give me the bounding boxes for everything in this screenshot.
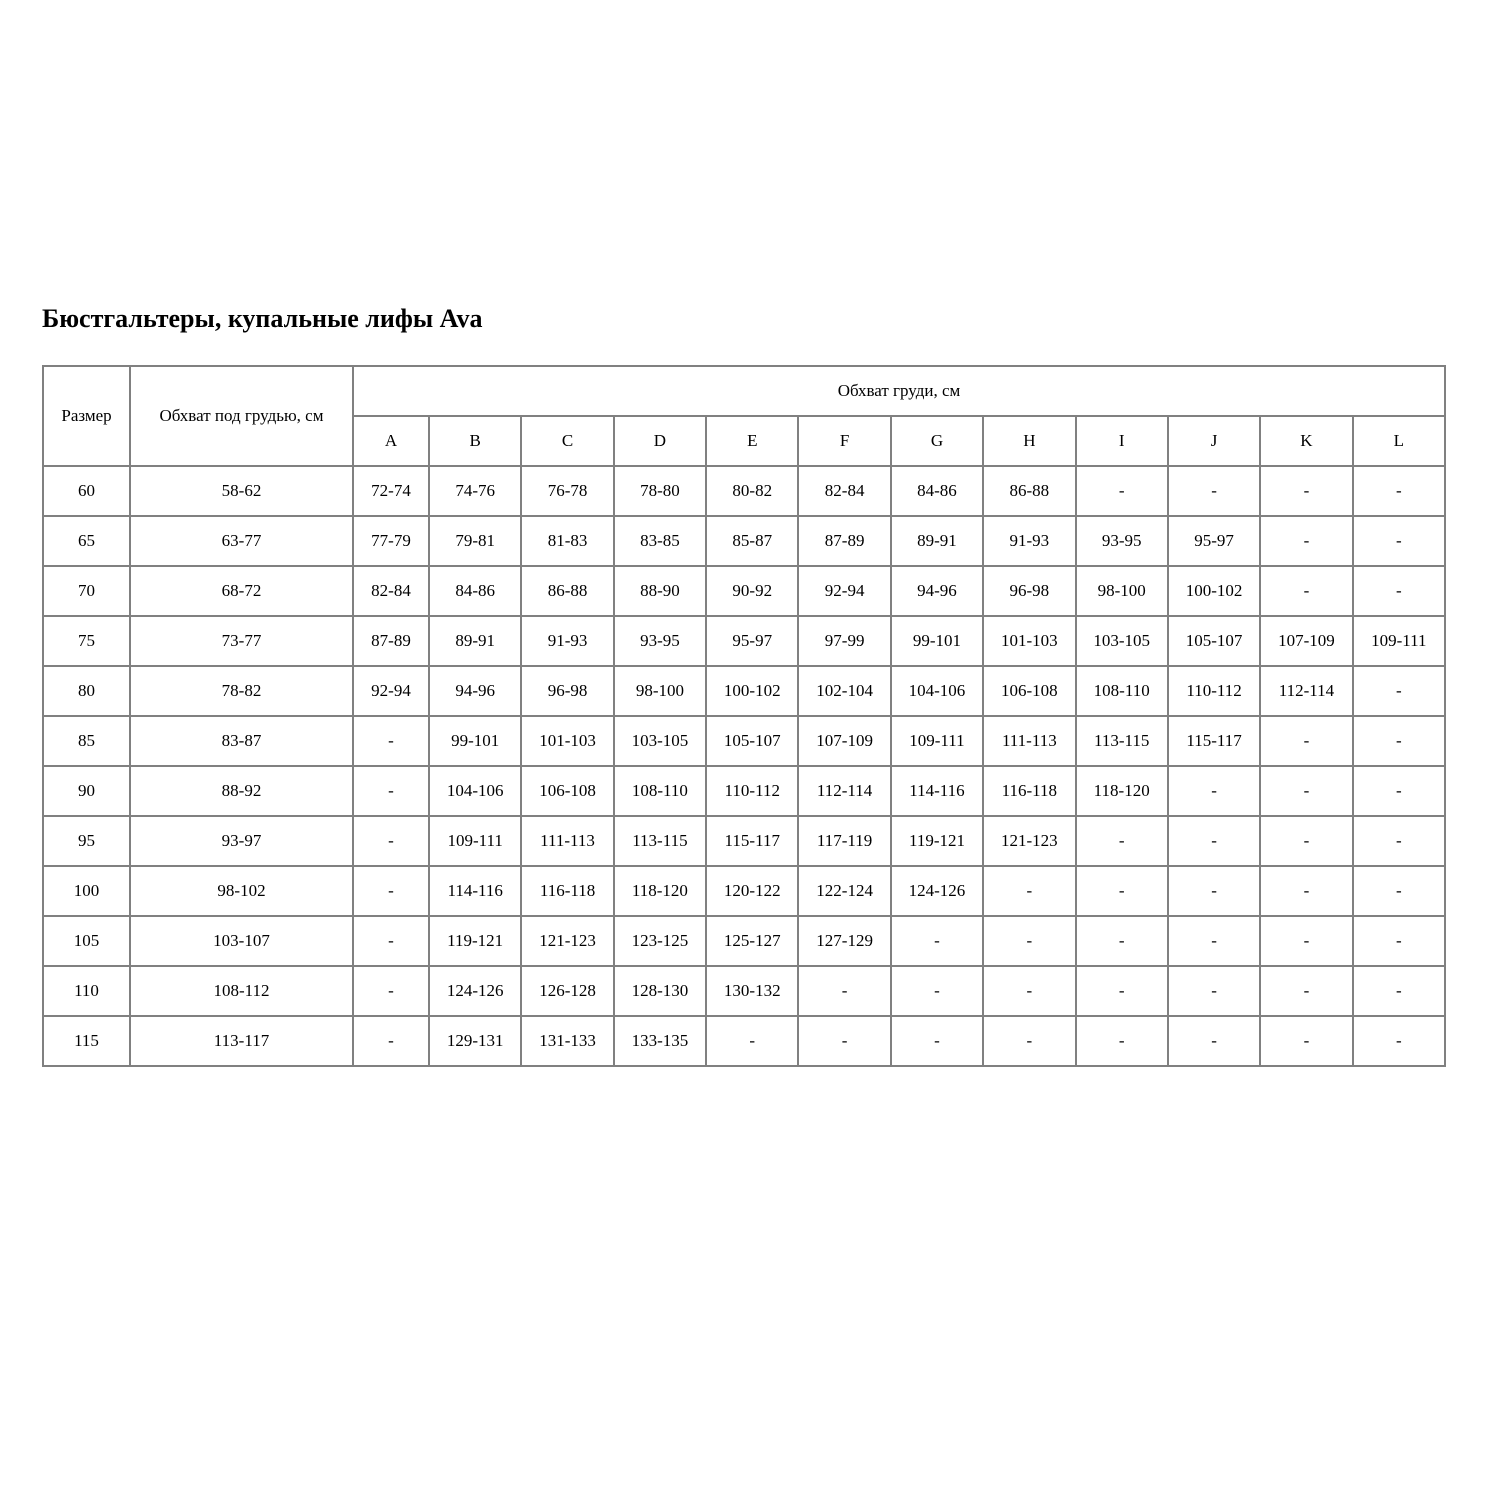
cup-cell: - [891, 966, 983, 1016]
cup-column-header: K [1260, 416, 1352, 466]
cup-cell: 99-101 [891, 616, 983, 666]
cup-cell: 93-95 [614, 616, 706, 666]
cup-cell: 102-104 [798, 666, 890, 716]
table-row [43, 766, 1445, 816]
table-row [43, 566, 1445, 616]
cup-cell: - [1353, 716, 1445, 766]
cup-cell: - [1353, 916, 1445, 966]
cup-cell: 113-115 [1076, 716, 1168, 766]
cup-cell: 106-108 [521, 766, 613, 816]
cup-cell: 114-116 [891, 766, 983, 816]
underbust-cell: 68-72 [130, 566, 353, 616]
cup-cell: 94-96 [429, 666, 521, 716]
cup-cell: 83-85 [614, 516, 706, 566]
cup-cell: 76-78 [521, 466, 613, 516]
cup-cell: 104-106 [429, 766, 521, 816]
cup-cell: - [983, 916, 1075, 966]
cup-cell: 112-114 [1260, 666, 1352, 716]
cup-cell: 113-115 [614, 816, 706, 866]
bust-group-header: Обхват груди, см [353, 366, 1445, 416]
cup-cell: 78-80 [614, 466, 706, 516]
cup-cell: 100-102 [706, 666, 798, 716]
underbust-cell: 113-117 [130, 1016, 353, 1066]
cup-cell: 85-87 [706, 516, 798, 566]
table-body [43, 466, 1445, 1066]
cup-cell: 128-130 [614, 966, 706, 1016]
cup-cell: - [798, 966, 890, 1016]
cup-cell: 82-84 [353, 566, 429, 616]
cup-cell: 114-116 [429, 866, 521, 916]
cup-cell: - [1260, 766, 1352, 816]
cup-cell: - [1076, 866, 1168, 916]
cup-column-header: D [614, 416, 706, 466]
cup-cell: 87-89 [798, 516, 890, 566]
cup-cell: 103-105 [1076, 616, 1168, 666]
cup-cell: 80-82 [706, 466, 798, 516]
underbust-cell: 88-92 [130, 766, 353, 816]
cup-cell: 92-94 [353, 666, 429, 716]
table-row [43, 816, 1445, 866]
cup-cell: 112-114 [798, 766, 890, 816]
cup-cell: - [706, 1016, 798, 1066]
cup-cell: 91-93 [983, 516, 1075, 566]
cup-cell: 82-84 [798, 466, 890, 516]
underbust-cell: 58-62 [130, 466, 353, 516]
cup-cell: - [1353, 866, 1445, 916]
table-row [43, 516, 1445, 566]
size-cell: 105 [43, 916, 130, 966]
underbust-cell: 78-82 [130, 666, 353, 716]
cup-cell: - [891, 1016, 983, 1066]
cup-cell: - [353, 916, 429, 966]
cup-cell: 99-101 [429, 716, 521, 766]
cup-cell: 74-76 [429, 466, 521, 516]
cup-cell: 118-120 [614, 866, 706, 916]
cup-cell: - [1168, 916, 1260, 966]
cup-column-header: I [1076, 416, 1168, 466]
size-cell: 65 [43, 516, 130, 566]
cup-cell: 124-126 [429, 966, 521, 1016]
cup-cell: - [1260, 916, 1352, 966]
cup-cell: - [1076, 466, 1168, 516]
cup-cell: - [891, 916, 983, 966]
cup-cell: 96-98 [521, 666, 613, 716]
cup-cell: 127-129 [798, 916, 890, 966]
cup-column-header: J [1168, 416, 1260, 466]
table-row [43, 666, 1445, 716]
cup-cell: 129-131 [429, 1016, 521, 1066]
table-header [43, 366, 1445, 466]
underbust-cell: 103-107 [130, 916, 353, 966]
underbust-cell: 98-102 [130, 866, 353, 916]
cup-cell: - [1353, 666, 1445, 716]
cup-cell: - [1353, 566, 1445, 616]
cup-cell: 98-100 [614, 666, 706, 716]
cup-cell: 101-103 [521, 716, 613, 766]
cup-cell: - [1353, 466, 1445, 516]
cup-cell: 107-109 [798, 716, 890, 766]
table-row [43, 466, 1445, 516]
cup-cell: 104-106 [891, 666, 983, 716]
cup-column-header: B [429, 416, 521, 466]
underbust-cell: 73-77 [130, 616, 353, 666]
cup-cell: - [1168, 1016, 1260, 1066]
cup-cell: 72-74 [353, 466, 429, 516]
cup-column-header: A [353, 416, 429, 466]
cup-cell: 111-113 [521, 816, 613, 866]
cup-cell: - [1260, 816, 1352, 866]
table-row [43, 916, 1445, 966]
cup-cell: 116-118 [521, 866, 613, 916]
cup-cell: 105-107 [1168, 616, 1260, 666]
cup-cell: 118-120 [1076, 766, 1168, 816]
cup-cell: - [1353, 816, 1445, 866]
cup-cell: - [1260, 516, 1352, 566]
cup-column-header: F [798, 416, 890, 466]
cup-cell: 95-97 [1168, 516, 1260, 566]
cup-cell: 91-93 [521, 616, 613, 666]
cup-column-header: G [891, 416, 983, 466]
cup-cell: - [1076, 966, 1168, 1016]
cup-cell: - [1260, 716, 1352, 766]
header-row-top [43, 366, 1445, 416]
cup-cell: 130-132 [706, 966, 798, 1016]
cup-cell: 110-112 [706, 766, 798, 816]
cup-cell: - [1076, 1016, 1168, 1066]
size-cell: 100 [43, 866, 130, 916]
cup-cell: 115-117 [1168, 716, 1260, 766]
cup-cell: - [1260, 466, 1352, 516]
cup-cell: 124-126 [891, 866, 983, 916]
cup-column-header: C [521, 416, 613, 466]
cup-cell: - [353, 766, 429, 816]
cup-cell: 131-133 [521, 1016, 613, 1066]
cup-cell: 123-125 [614, 916, 706, 966]
cup-cell: 81-83 [521, 516, 613, 566]
cup-cell: 109-111 [891, 716, 983, 766]
cup-cell: - [983, 966, 1075, 1016]
size-cell: 85 [43, 716, 130, 766]
cup-cell: 115-117 [706, 816, 798, 866]
cup-cell: 103-105 [614, 716, 706, 766]
cup-cell: 77-79 [353, 516, 429, 566]
size-cell: 115 [43, 1016, 130, 1066]
cup-cell: 89-91 [891, 516, 983, 566]
cup-cell: 101-103 [983, 616, 1075, 666]
cup-cell: 97-99 [798, 616, 890, 666]
cup-cell: 108-110 [614, 766, 706, 816]
underbust-cell: 83-87 [130, 716, 353, 766]
size-cell: 60 [43, 466, 130, 516]
cup-cell: 107-109 [1260, 616, 1352, 666]
cup-cell: - [1168, 766, 1260, 816]
cup-cell: 133-135 [614, 1016, 706, 1066]
size-chart-table [42, 365, 1446, 1067]
cup-cell: 109-111 [429, 816, 521, 866]
cup-cell: 120-122 [706, 866, 798, 916]
size-cell: 95 [43, 816, 130, 866]
cup-cell: - [1353, 766, 1445, 816]
cup-cell: 93-95 [1076, 516, 1168, 566]
cup-cell: 111-113 [983, 716, 1075, 766]
cup-cell: 122-124 [798, 866, 890, 916]
cup-column-header: L [1353, 416, 1445, 466]
cup-cell: - [983, 1016, 1075, 1066]
cup-cell: 125-127 [706, 916, 798, 966]
cup-cell: - [1168, 866, 1260, 916]
cup-cell: - [353, 966, 429, 1016]
cup-cell: 87-89 [353, 616, 429, 666]
cup-cell: 94-96 [891, 566, 983, 616]
cup-cell: - [798, 1016, 890, 1066]
cup-cell: 108-110 [1076, 666, 1168, 716]
cup-cell: - [1353, 516, 1445, 566]
cup-cell: - [983, 866, 1075, 916]
cup-cell: - [1353, 1016, 1445, 1066]
cup-cell: 98-100 [1076, 566, 1168, 616]
cup-column-header: E [706, 416, 798, 466]
cup-cell: 96-98 [983, 566, 1075, 616]
cup-cell: 84-86 [891, 466, 983, 516]
table-row [43, 966, 1445, 1016]
cup-cell: 126-128 [521, 966, 613, 1016]
cup-cell: 84-86 [429, 566, 521, 616]
cup-cell: - [1168, 816, 1260, 866]
cup-cell: 105-107 [706, 716, 798, 766]
cup-cell: - [353, 816, 429, 866]
cup-cell: 90-92 [706, 566, 798, 616]
cup-cell: 92-94 [798, 566, 890, 616]
cup-cell: - [353, 866, 429, 916]
cup-cell: - [1260, 1016, 1352, 1066]
table-row [43, 866, 1445, 916]
cup-cell: 117-119 [798, 816, 890, 866]
cup-cell: - [1260, 566, 1352, 616]
cup-cell: 121-123 [983, 816, 1075, 866]
underbust-cell: 63-77 [130, 516, 353, 566]
page-title: Бюстгальтеры, купальные лифы Ava [42, 304, 483, 333]
cup-cell: 79-81 [429, 516, 521, 566]
cup-cell: 119-121 [429, 916, 521, 966]
cup-cell: 89-91 [429, 616, 521, 666]
cup-cell: 88-90 [614, 566, 706, 616]
size-cell: 110 [43, 966, 130, 1016]
cup-cell: - [1353, 966, 1445, 1016]
size-cell: 70 [43, 566, 130, 616]
table-row [43, 716, 1445, 766]
table-row [43, 1016, 1445, 1066]
cup-cell: 110-112 [1168, 666, 1260, 716]
underbust-column-header: Обхват под грудью, см [130, 366, 353, 466]
size-column-header: Размер [43, 366, 130, 466]
cup-cell: 109-111 [1353, 616, 1445, 666]
cup-cell: 95-97 [706, 616, 798, 666]
size-cell: 75 [43, 616, 130, 666]
cup-cell: - [1168, 466, 1260, 516]
cup-cell: - [1076, 816, 1168, 866]
cup-column-header: H [983, 416, 1075, 466]
cup-cell: 100-102 [1168, 566, 1260, 616]
cup-cell: - [1260, 966, 1352, 1016]
size-cell: 90 [43, 766, 130, 816]
cup-cell: 119-121 [891, 816, 983, 866]
size-cell: 80 [43, 666, 130, 716]
underbust-cell: 108-112 [130, 966, 353, 1016]
underbust-cell: 93-97 [130, 816, 353, 866]
cup-cell: - [1260, 866, 1352, 916]
cup-cell: 86-88 [521, 566, 613, 616]
table-row [43, 616, 1445, 666]
cup-cell: 86-88 [983, 466, 1075, 516]
cup-cell: - [1168, 966, 1260, 1016]
cup-cell: - [353, 716, 429, 766]
cup-cell: 121-123 [521, 916, 613, 966]
cup-cell: - [353, 1016, 429, 1066]
cup-cell: 116-118 [983, 766, 1075, 816]
cup-cell: - [1076, 916, 1168, 966]
cup-cell: 106-108 [983, 666, 1075, 716]
